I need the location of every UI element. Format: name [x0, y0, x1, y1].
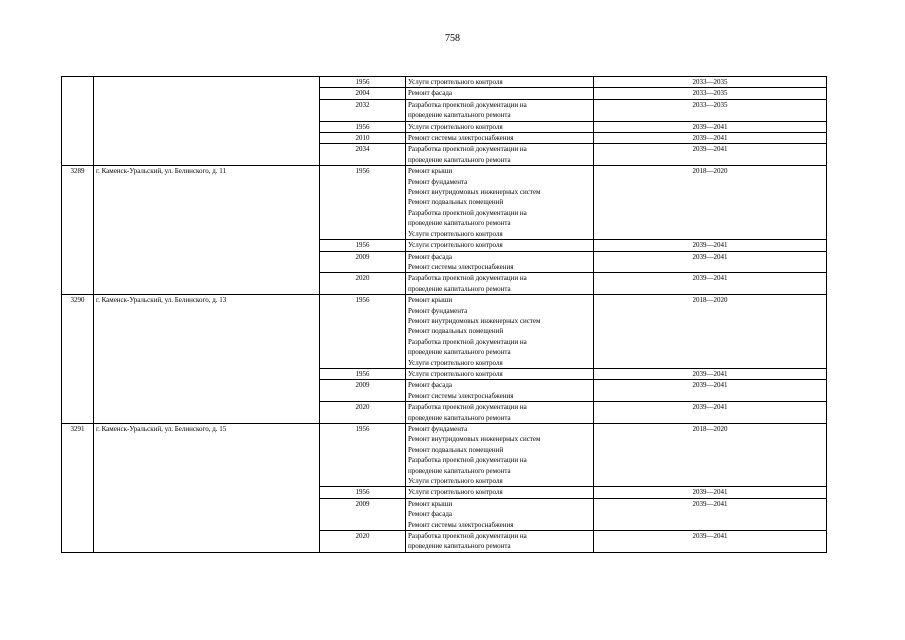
works-list-cell: Ремонт крыши Ремонт фундамента Ремонт внутридомовых инженерных систем Ремонт подвальных помещений Разработка проектной документации на проведение капитального ремонта Услуги строительного контроля [406, 295, 594, 369]
table-row [62, 166, 827, 240]
construction-year-cell: 2009 [320, 498, 406, 530]
construction-year-cell: 2020 [320, 273, 406, 295]
works-list-cell: Ремонт системы электроснабжения [406, 133, 594, 144]
construction-year-cell: 2020 [320, 531, 406, 553]
works-list-cell: Услуги строительного контроля [406, 240, 594, 251]
works-list-cell: Разработка проектной документации на проведение капитального ремонта [406, 402, 594, 424]
planned-period-cell: 2033—2035 [594, 99, 827, 121]
row-number-cell: 3290 [62, 295, 94, 424]
construction-year-cell: 2009 [320, 380, 406, 402]
construction-year-cell: 1956 [320, 166, 406, 240]
construction-year-cell: 2004 [320, 88, 406, 99]
construction-year-cell: 1956 [320, 424, 406, 487]
planned-period-cell: 2039—2041 [594, 498, 827, 530]
construction-year-cell: 2020 [320, 402, 406, 424]
construction-year-cell: 1956 [320, 368, 406, 379]
construction-year-cell: 2034 [320, 144, 406, 166]
works-list-cell: Разработка проектной документации на проведение капитального ремонта [406, 531, 594, 553]
planned-period-cell: 2033—2035 [594, 77, 827, 88]
works-list-cell: Ремонт крыши Ремонт фундамента Ремонт внутридомовых инженерных систем Ремонт подвальных помещений Разработка проектной документации на проведение капитального ремонта Услуги строительного контроля [406, 166, 594, 240]
works-list-cell: Ремонт крыши Ремонт фасада Ремонт системы электроснабжения [406, 498, 594, 530]
row-number-cell: 3291 [62, 424, 94, 553]
construction-year-cell: 2010 [320, 133, 406, 144]
works-list-cell: Ремонт фасада [406, 88, 594, 99]
planned-period-cell: 2018—2020 [594, 295, 827, 369]
works-list-cell: Услуги строительного контроля [406, 77, 594, 88]
works-list-cell: Разработка проектной документации на проведение капитального ремонта [406, 99, 594, 121]
planned-period-cell: 2039—2041 [594, 273, 827, 295]
planned-period-cell: 2018—2020 [594, 166, 827, 240]
works-list-cell: Услуги строительного контроля [406, 487, 594, 498]
construction-year-cell: 2009 [320, 251, 406, 273]
planned-period-cell: 2039—2041 [594, 144, 827, 166]
works-list-cell: Разработка проектной документации на проведение капитального ремонта [406, 144, 594, 166]
construction-year-cell: 1956 [320, 121, 406, 132]
planned-period-cell: 2039—2041 [594, 531, 827, 553]
planned-period-cell: 2033—2035 [594, 88, 827, 99]
works-list-cell: Ремонт фасада Ремонт системы электроснабжения [406, 380, 594, 402]
table-row [62, 77, 827, 88]
address-cell: г. Каменск-Уральский, ул. Белинского, д. 13 [94, 295, 320, 424]
works-list-cell: Ремонт фасада Ремонт системы электроснабжения [406, 251, 594, 273]
address-cell: г. Каменск-Уральский, ул. Белинского, д. 15 [94, 424, 320, 553]
row-number-cell: 3289 [62, 166, 94, 295]
planned-period-cell: 2039—2041 [594, 133, 827, 144]
planned-period-cell: 2039—2041 [594, 240, 827, 251]
planned-period-cell: 2039—2041 [594, 368, 827, 379]
works-list-cell: Ремонт фундамента Ремонт внутридомовых инженерных систем Ремонт подвальных помещений Разработка проектной документации на проведение капитального ремонта Услуги строительного контроля [406, 424, 594, 487]
construction-year-cell: 1956 [320, 77, 406, 88]
address-cell [94, 77, 320, 166]
planned-period-cell: 2039—2041 [594, 121, 827, 132]
works-list-cell: Услуги строительного контроля [406, 368, 594, 379]
construction-year-cell: 1956 [320, 240, 406, 251]
construction-year-cell: 1956 [320, 487, 406, 498]
planned-period-cell: 2039—2041 [594, 487, 827, 498]
works-list-cell: Услуги строительного контроля [406, 121, 594, 132]
planned-period-cell: 2039—2041 [594, 402, 827, 424]
repair-schedule-table [61, 76, 827, 553]
construction-year-cell: 2032 [320, 99, 406, 121]
table-row [62, 424, 827, 487]
page-number: 758 [445, 33, 460, 44]
row-number-cell [62, 77, 94, 166]
planned-period-cell: 2039—2041 [594, 251, 827, 273]
address-cell: г. Каменск-Уральский, ул. Белинского, д. 11 [94, 166, 320, 295]
planned-period-cell: 2039—2041 [594, 380, 827, 402]
planned-period-cell: 2018—2020 [594, 424, 827, 487]
construction-year-cell: 1956 [320, 295, 406, 369]
works-list-cell: Разработка проектной документации на проведение капитального ремонта [406, 273, 594, 295]
table-row [62, 295, 827, 369]
table-body [62, 77, 827, 553]
